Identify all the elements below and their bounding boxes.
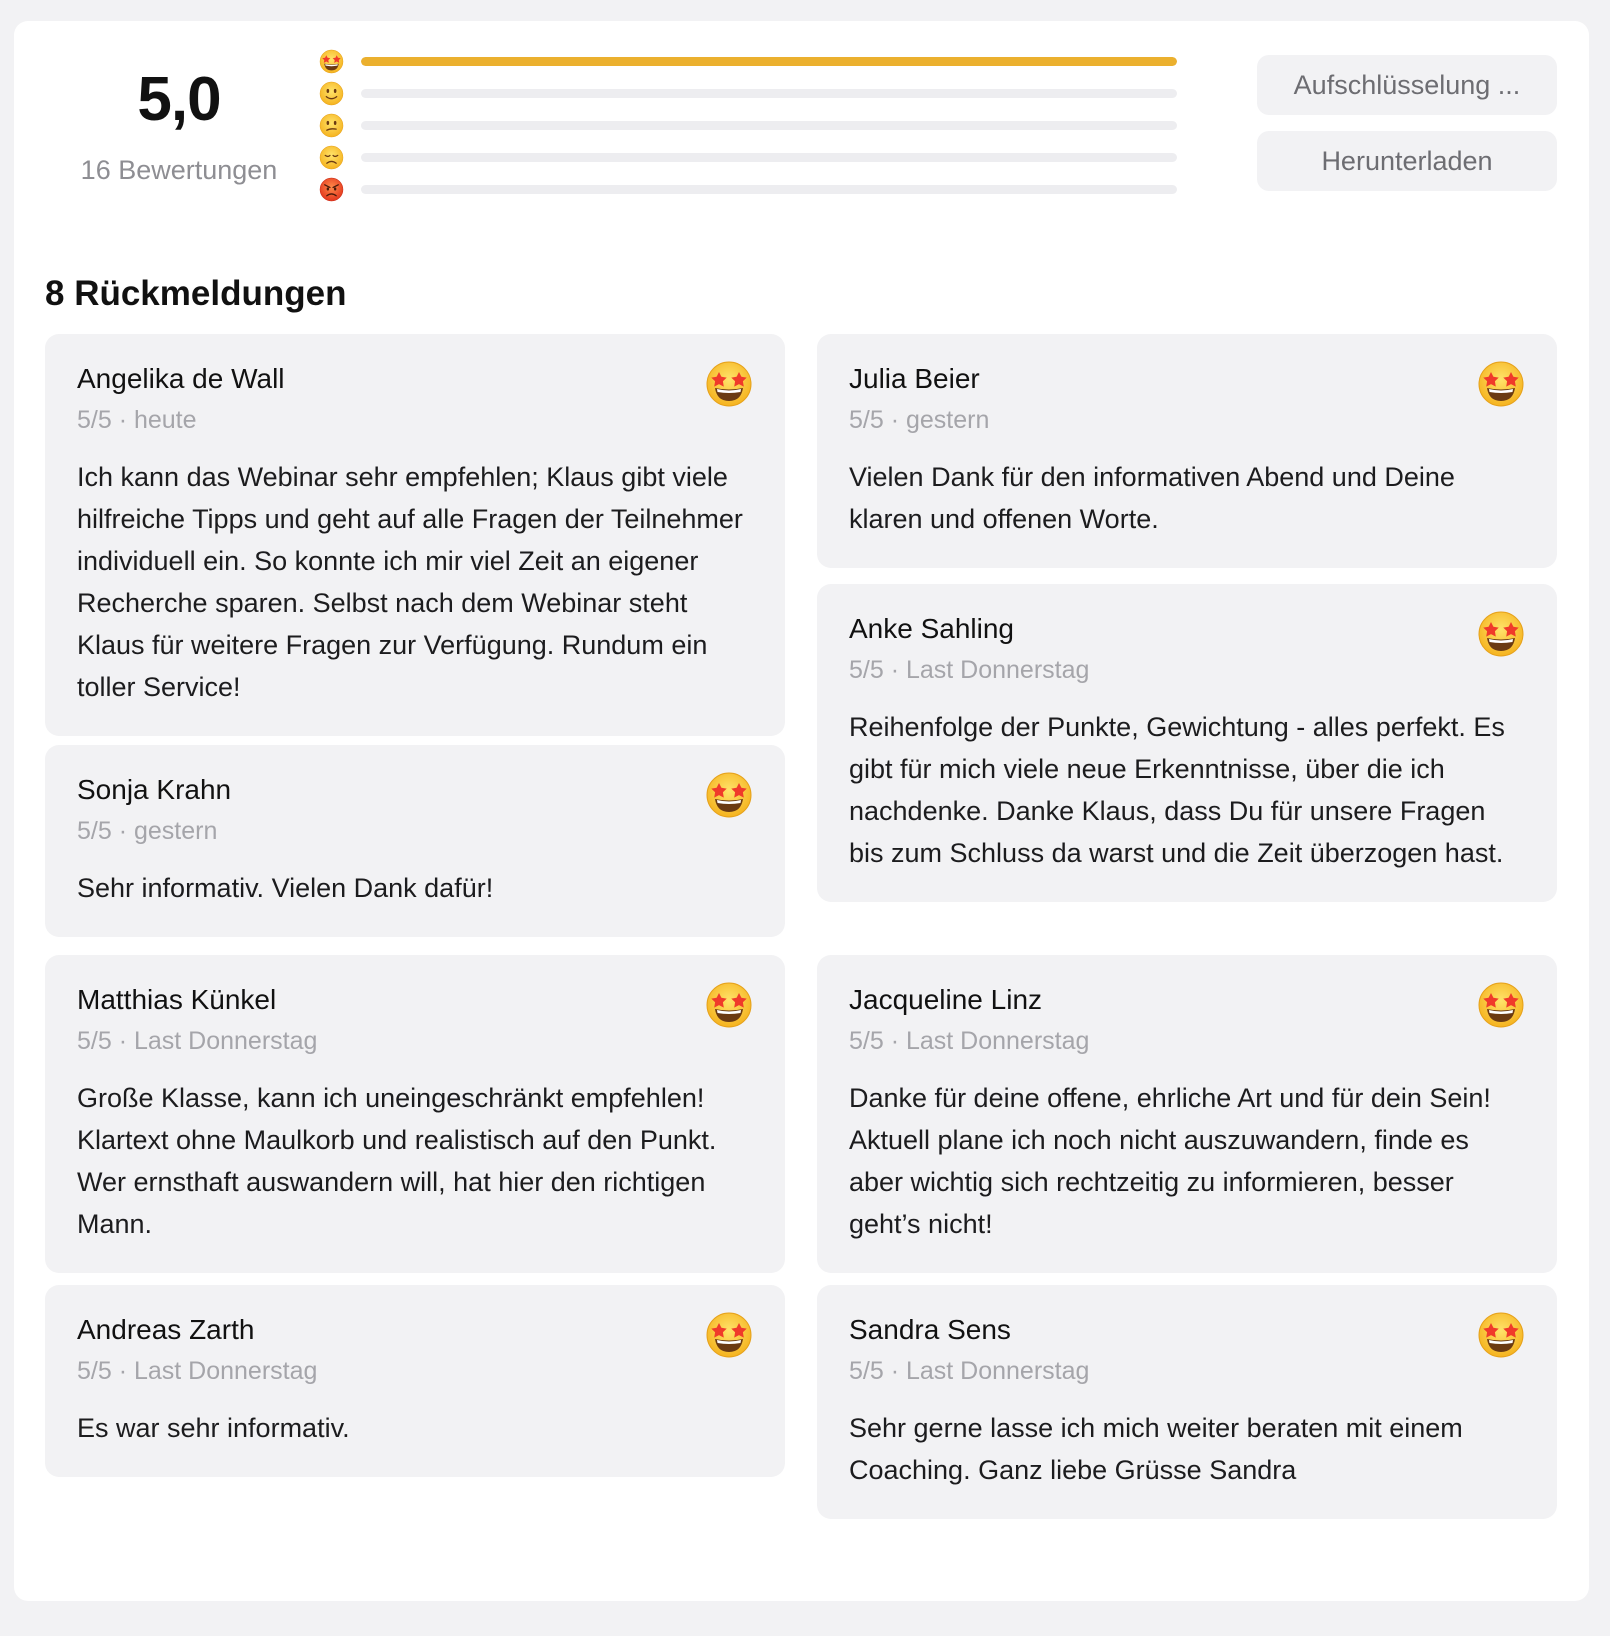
distribution-row [319, 173, 1199, 205]
star-struck-icon [1477, 610, 1525, 658]
review-text: Große Klasse, kann ich uneingeschränkt empfehlen! Klartext ohne Maulkorb und realistisch auf den Punkt. Wer ernsthaft auswandern will, hat hier den richtigen Mann. [77, 1083, 717, 1239]
review-meta: 5/5 · Last Donnerstag [849, 1357, 1090, 1385]
star-struck-icon [705, 360, 753, 408]
distribution-bar [361, 57, 1177, 66]
review-text: Ich kann das Webinar sehr empfehlen; Klaus gibt viele hilfreiche Tipps und geht auf alle Fragen der Teilnehmer individuell ein. So konnte ich mir viel Zeit an eigener Recherche sparen. Selbst nach dem Webinar steht Klaus für weitere Fragen zur Verfügung. Rundum ein toller Service! [77, 462, 743, 702]
reviewer-name: Angelika de Wall [77, 363, 285, 394]
rating-summary [54, 65, 304, 186]
star-struck-icon [319, 49, 344, 74]
review-meta: 5/5 · Last Donnerstag [77, 1357, 318, 1385]
feedback-panel [14, 21, 1589, 1601]
distribution-row [319, 141, 1199, 173]
download-button[interactable]: Herunterladen [1257, 131, 1557, 191]
slightly-smiling-icon [319, 81, 344, 106]
star-struck-icon [1477, 360, 1525, 408]
reviewer-name: Jacqueline Linz [849, 984, 1043, 1015]
reviewer-name: Matthias Künkel [77, 984, 277, 1015]
distribution-bar [361, 89, 1177, 98]
confused-icon [319, 113, 344, 138]
average-rating: 5,0 [137, 65, 221, 134]
distribution-row [319, 77, 1199, 109]
review-card [817, 1285, 1557, 1519]
review-text: Reihenfolge der Punkte, Gewichtung - alles perfekt. Es gibt für mich viele neue Erkenntnisse, über die ich nachdenke. Danke Klaus, dass Du für unsere Fragen bis zum Schluss da warst und die Zeit überzogen hast. [849, 712, 1505, 868]
feedback-title: 8 Rückmeldungen [45, 274, 347, 313]
review-text: Vielen Dank für den informativen Abend und Deine klaren und offenen Worte. [849, 462, 1455, 534]
review-card [45, 1285, 785, 1477]
review-card [817, 584, 1557, 902]
review-card [45, 955, 785, 1273]
review-card [45, 334, 785, 736]
review-card [45, 745, 785, 937]
star-struck-icon [705, 1311, 753, 1359]
star-struck-icon [1477, 981, 1525, 1029]
review-card [817, 334, 1557, 568]
distribution-bar [361, 185, 1177, 194]
star-struck-icon [1477, 1311, 1525, 1359]
review-text: Es war sehr informativ. [77, 1413, 350, 1443]
distribution-bar [361, 153, 1177, 162]
angry-icon [319, 177, 344, 202]
review-meta: 5/5 · Last Donnerstag [849, 1027, 1090, 1055]
rating-count: 16 Bewertungen [80, 155, 278, 185]
reviewer-name: Julia Beier [849, 363, 980, 394]
reviewer-name: Andreas Zarth [77, 1314, 255, 1345]
reviewer-name: Anke Sahling [849, 613, 1015, 644]
star-struck-icon [705, 981, 753, 1029]
review-meta: 5/5 · heute [77, 406, 197, 434]
review-meta: 5/5 · gestern [77, 817, 218, 845]
distribution-row [319, 109, 1199, 141]
review-text: Danke für deine offene, ehrliche Art und für dein Sein! Aktuell plane ich noch nicht auszuwandern, finde es aber wichtig sich rechtzeitig zu informieren, besser geht’s nicht! [849, 1083, 1491, 1239]
breakdown-button[interactable]: Aufschlüsselung ... [1257, 55, 1557, 115]
distribution-bar-fill [361, 57, 1177, 66]
distribution-bar [361, 121, 1177, 130]
disappointed-icon [319, 145, 344, 170]
review-meta: 5/5 · Last Donnerstag [849, 656, 1090, 684]
review-meta: 5/5 · Last Donnerstag [77, 1027, 318, 1055]
review-text: Sehr informativ. Vielen Dank dafür! [77, 873, 494, 903]
star-struck-icon [705, 771, 753, 819]
distribution-row [319, 45, 1199, 77]
reviewer-name: Sandra Sens [849, 1314, 1011, 1345]
review-text: Sehr gerne lasse ich mich weiter beraten mit einem Coaching. Ganz liebe Grüsse Sandra [849, 1413, 1463, 1485]
review-meta: 5/5 · gestern [849, 406, 990, 434]
review-card [817, 955, 1557, 1273]
rating-distribution [319, 45, 1199, 205]
reviewer-name: Sonja Krahn [77, 774, 232, 805]
